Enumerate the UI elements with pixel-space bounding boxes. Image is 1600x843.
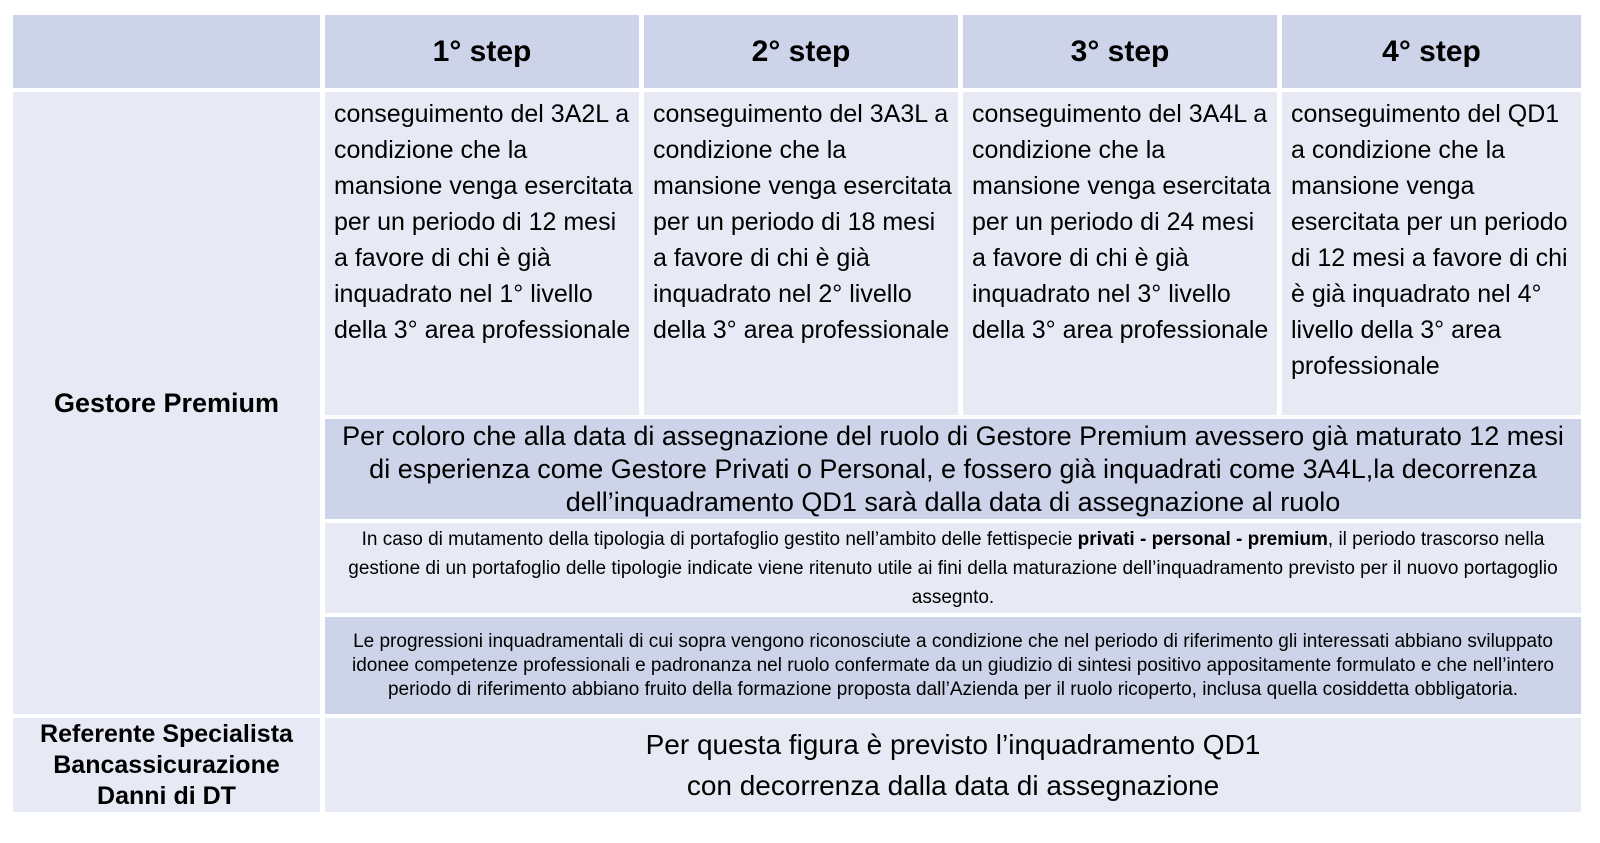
gestore-premium-step-3-cell: conseguimento del 3A4L a condizione che la mansione venga esercitata per un periodo di 24 mesi a favore di chi è già inquadrato nel 3° livello della 3° area professionale — [963, 92, 1277, 415]
note-secondary-pre: In caso di mutamento della tipologia di portafoglio gestito nell’ambito delle fettispecie — [361, 528, 1078, 550]
note-primary-text: Per coloro che alla data di assegnazione del ruolo di Gestore Premium avessero già maturato 12 mesi di esperienza come Gestore Privati o Personal, e fossero già inquadrati come 3A4L,la decorrenza dell’inquadramento QD1 sarà dalla data di assegnazione al ruolo — [342, 420, 1564, 517]
header-step-4 — [1282, 15, 1581, 88]
note-secondary-cell — [325, 523, 1581, 613]
note-secondary-post: , il periodo trascorso nella gestione di un portafoglio delle tipologie indicate viene ritenuto utile ai fini della maturazione dell’inquadramento previsto per il nuovo portagoglio assegnto. — [348, 528, 1558, 608]
referente-label: Referente Specialista Bancassicurazione Danni di DT — [40, 719, 293, 810]
referente-text-line2: con decorrenza dalla data di assegnazione — [686, 770, 1220, 801]
row-label-gestore-premium — [13, 92, 320, 714]
gestore-premium-step-4-cell: conseguimento del QD1 a condizione che la mansione venga esercitata per un periodo di 12 mesi a favore di chi è già inquadrato nel 4° livello della 3° area professionale — [1282, 92, 1581, 415]
gestore-premium-step-1-cell: conseguimento del 3A2L a condizione che la mansione venga esercitata per un periodo di 12 mesi a favore di chi è già inquadrato nel 1° livello della 3° area professionale — [325, 92, 639, 415]
gestore-premium-step-2-cell: conseguimento del 3A3L a condizione che la mansione venga esercitata per un periodo di 18 mesi a favore di chi è già inquadrato nel 2° livello della 3° area professionale — [644, 92, 958, 415]
header-step-1 — [325, 15, 639, 88]
referente-text-line1: Per questa figura è previsto l’inquadramento QD1 — [645, 729, 1261, 760]
referente-text-cell — [325, 718, 1581, 812]
career-progression-table — [13, 15, 1581, 812]
row-label-referente-specialista — [13, 718, 320, 812]
note-secondary-bold: privati - personal - premium — [1077, 528, 1328, 550]
header-step-2 — [644, 15, 958, 88]
header-step-1-label: 1° step — [432, 34, 532, 68]
header-step-3 — [963, 15, 1277, 88]
note-tertiary-text: Le progressioni inquadramentali di cui sopra vengono riconosciute a condizione che nel periodo di riferimento gli interessati abbiano sviluppato idonee competenze professionali e padronanza nel ruolo confermate da un giudizio di sintesi positivo appositamente formulato e che nell’intero periodo di riferimento abbiano fruito della formazione proposta dall’Azienda per il ruolo ricoperto, inclusa quella cosiddetta obbligatoria. — [352, 630, 1554, 700]
gestore-premium-label: Gestore Premium — [53, 387, 280, 418]
note-primary-cell — [325, 419, 1581, 519]
header-corner-cell — [13, 15, 320, 88]
note-secondary-text — [339, 525, 1567, 612]
note-tertiary-cell — [325, 617, 1581, 714]
header-step-3-label: 3° step — [1070, 34, 1170, 68]
header-step-2-label: 2° step — [751, 34, 851, 68]
header-step-4-label: 4° step — [1382, 34, 1481, 68]
